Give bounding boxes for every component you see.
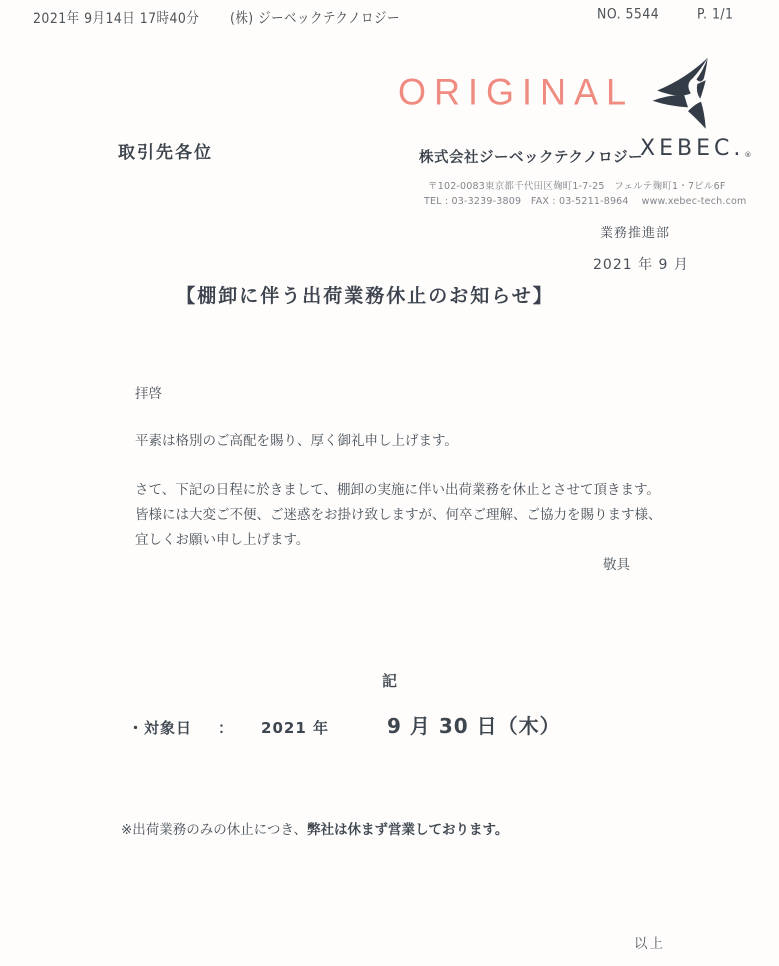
record-heading: 記 <box>381 672 397 690</box>
registered-trademark-icon: ® <box>744 151 752 159</box>
target-date-label: ・対象日 <box>128 719 193 737</box>
greeting-line: 平素は格別のご高配を賜り、厚く御礼申し上げます。 <box>135 433 458 449</box>
note-line <box>121 818 508 838</box>
fax-page-count: P. 1/1 <box>697 6 734 23</box>
paragraph-line: 皆様には大変ご不便、ご迷惑をお掛け致しますが、何卒ご理解、ご協力を賜ります様、 <box>135 507 662 523</box>
closing-word: 敬具 <box>603 557 630 573</box>
paragraph-line: 宜しくお願い申し上げます。 <box>135 532 310 548</box>
target-date-year: 2021 年 <box>261 719 330 737</box>
company-name: 株式会社ジーベックテクノロジー <box>419 150 644 166</box>
original-stamp: ORIGINAL <box>398 70 635 113</box>
letter-body <box>135 382 680 578</box>
fax-number: NO. 5544 <box>597 6 660 23</box>
target-date-row <box>128 710 561 739</box>
note-emphasis: 弊社は休まず営業しております。 <box>307 822 509 838</box>
document-title: 【棚卸に伴う出荷業務休止のお知らせ】 <box>176 285 554 307</box>
recipient-line: 取引先各位 <box>118 143 213 163</box>
xebec-logo-icon <box>630 56 746 140</box>
salutation: 拝啓 <box>135 386 162 402</box>
department-name: 業務推進部 <box>600 226 671 241</box>
end-of-document-mark: 以上 <box>634 936 665 952</box>
target-date-colon: ： <box>218 719 234 737</box>
paragraph-line: さて、下記の日程に於きまして、棚卸の実施に伴い出荷業務を休止とさせて頂きます。 <box>135 482 660 498</box>
company-contact: TEL : 03-3239-3809 FAX : 03-5211-8964 www.xebec-tech.com <box>424 196 747 207</box>
xebec-logo-text <box>640 136 751 161</box>
fax-sender: (株) ジーベックテクノロジー <box>230 10 400 28</box>
xebec-wordmark: XEBEC. <box>640 136 745 161</box>
note-prefix: ※出荷業務のみの休止につき、 <box>121 822 308 838</box>
issue-date: 2021 年 9 月 <box>593 257 689 273</box>
fax-datetime: 2021年 9月14日 17時40分 <box>33 10 200 28</box>
company-address: 〒102-0083東京都千代田区麹町1-7-25 フェルテ麹町1・7ビル6F <box>428 181 726 192</box>
target-date-value: 9 月 30 日（木） <box>387 714 561 738</box>
